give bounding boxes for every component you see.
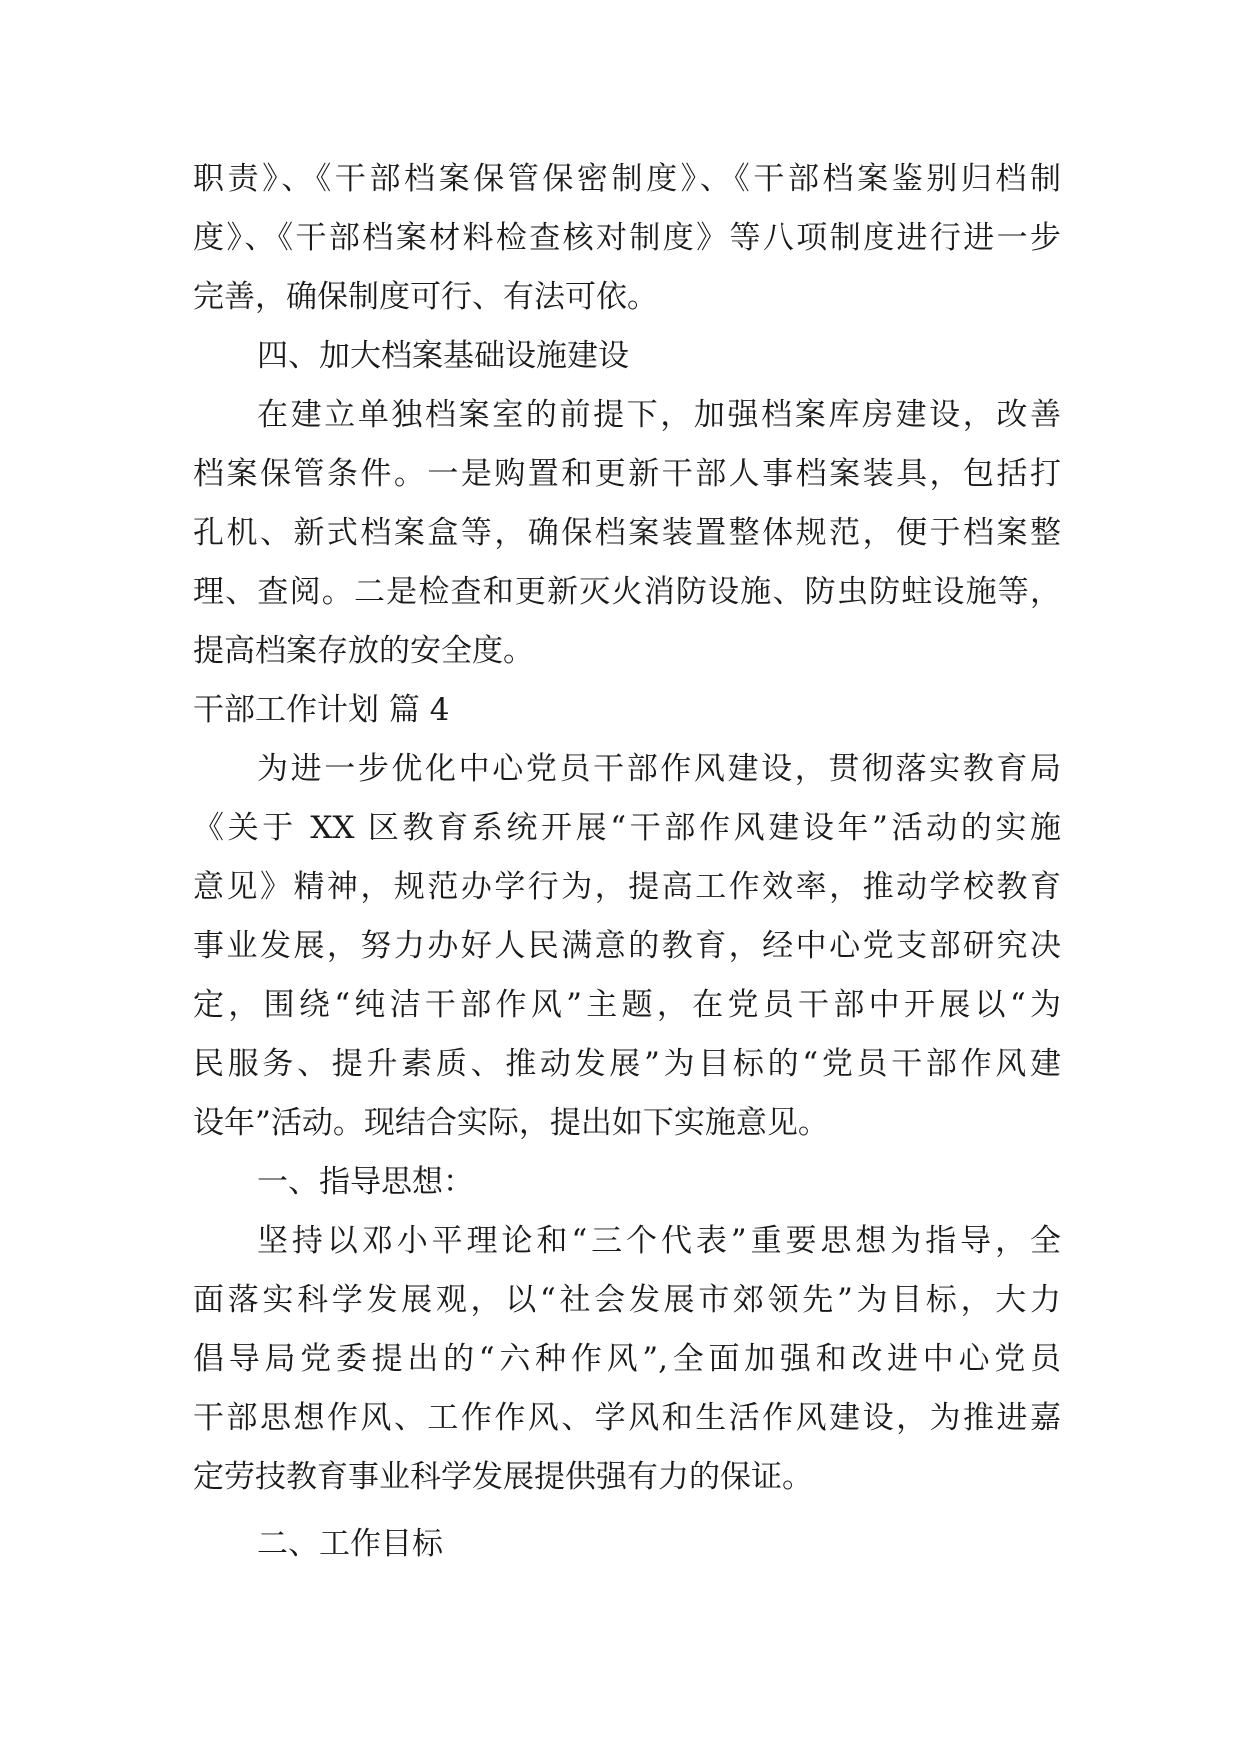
- text-line: 设年”活动。现结合实际，提出如下实施意见。: [193, 1105, 829, 1141]
- text-line: 档案保管条件。一是购置和更新干部人事档案装具，包括打: [193, 456, 1061, 492]
- text-line: 坚持以邓小平理论和“三个代表”重要思想为指导，全: [257, 1223, 1061, 1259]
- text-line: 完善，确保制度可行、有法可依。: [193, 279, 658, 315]
- text-line: 倡导局党委提出的“六种作风”,全面加强和改进中心党员: [193, 1341, 1061, 1377]
- text-line: 干部思想作风、工作作风、学风和生活作风建设，为推进嘉: [193, 1400, 1061, 1436]
- text-line: 民服务、提升素质、推动发展”为目标的“党员干部作风建: [193, 1046, 1061, 1082]
- text-line: 理、查阅。二是检查和更新灭火消防设施、防虫防蛀设施等，: [193, 574, 1061, 610]
- text-line: 为进一步优化中心党员干部作风建设，贯彻落实教育局: [257, 751, 1061, 787]
- section-heading: 一、指导思想：: [257, 1164, 474, 1200]
- document-page: [193, 150, 1061, 1574]
- text-line: 意见》精神，规范办学行为，提高工作效率，推动学校教育: [193, 869, 1061, 905]
- text-line: 定，围绕“纯洁干部作风”主题，在党员干部中开展以“为: [193, 987, 1061, 1023]
- paragraph-gap: [193, 1507, 1061, 1515]
- section-heading: 四、加大档案基础设施建设: [257, 338, 629, 374]
- text-line: 定劳技教育事业科学发展提供强有力的保证。: [193, 1459, 813, 1495]
- text-line: 《关于 XX 区教育系统开展“干部作风建设年”活动的实施: [193, 810, 1061, 846]
- text-line: 提高档案存放的安全度。: [193, 633, 534, 669]
- text-line: 孔机、新式档案盒等，确保档案装置整体规范，便于档案整: [193, 515, 1061, 551]
- text-line: 职责》、《干部档案保管保密制度》、《干部档案鉴别归档制: [193, 161, 1061, 197]
- section-heading: 二、工作目标: [257, 1526, 443, 1562]
- text-line: 事业发展，努力办好人民满意的教育，经中心党支部研究决: [193, 928, 1061, 964]
- text-line: 在建立单独档案室的前提下，加强档案库房建设，改善: [257, 397, 1061, 433]
- text-line: 面落实科学发展观，以“社会发展市郊领先”为目标，大力: [193, 1282, 1061, 1318]
- section-title: 干部工作计划 篇 4: [193, 692, 450, 728]
- text-line: 度》、《干部档案材料检查核对制度》等八项制度进行进一步: [193, 220, 1061, 256]
